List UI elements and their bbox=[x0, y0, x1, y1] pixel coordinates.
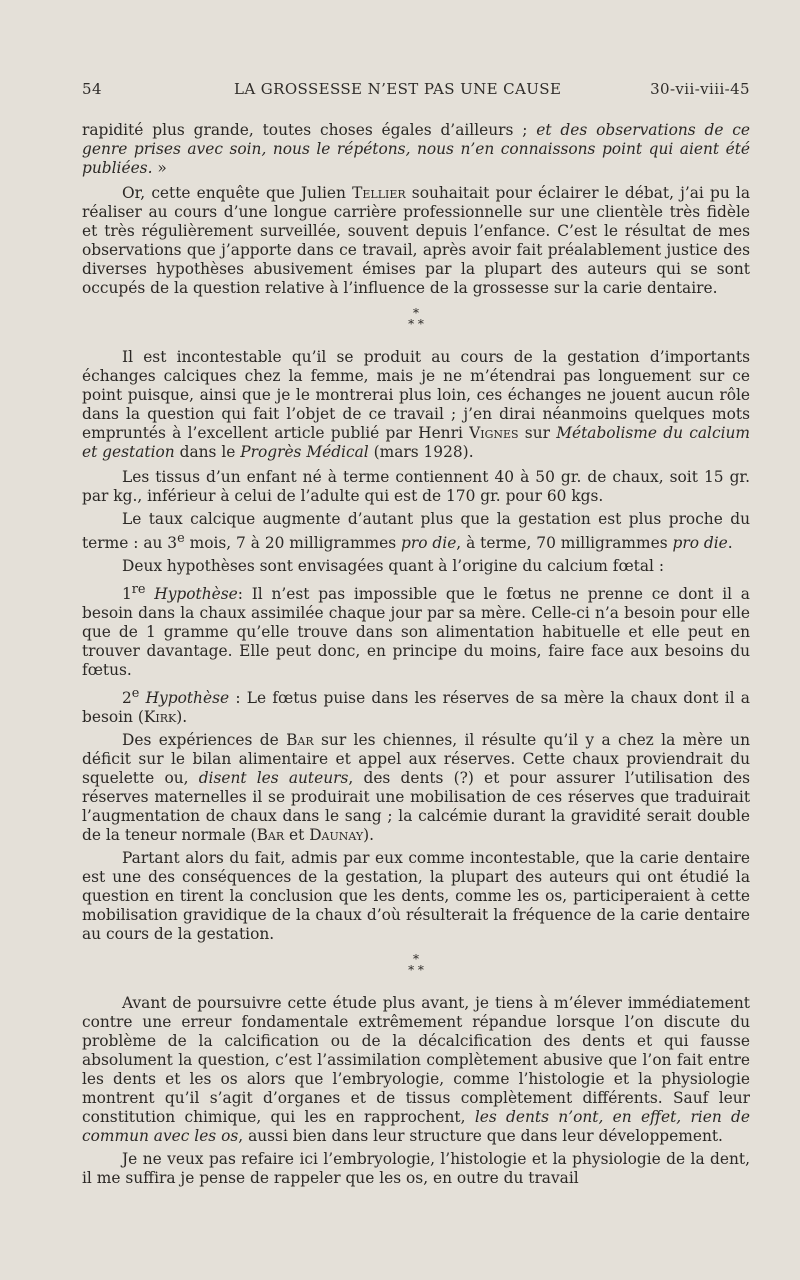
author-name: Vignes bbox=[469, 424, 519, 442]
paragraph-8: 2e Hypothèse : Le fœtus puise dans les réserves de sa mère la chaux dont il a besoin (Kirk). bbox=[82, 686, 750, 727]
paragraph-2: Or, cette enquête que Julien Tellier souhaitait pour éclairer le débat, j’ai pu la réaliser au cours d’une longue carrière professionnelle sur une clientèle très fidèle et très régulièrement surveillée, souvent depuis l’enfance. C’est le résultat de mes observations que j’apporte dans ce travail, après avoir fait préalablement justice des diverses hypothèses abusivement émises par la plupart des auteurs qui se sont occupés de la question relative à l’influence de la grossesse sur la carie dentaire. bbox=[82, 184, 750, 297]
paragraph-11: Avant de poursuivre cette étude plus avant, je tiens à m’élever immédiatement contre une erreur fondamentale extrêmement répandue lorsque l’on discute du problème de la calcification ou de la décalcification des dents et qui fausse absolument la question, c’est l’assimilation complètement abusive que l’on fait entre les dents et les os alors que l’embryologie, comme l’histologie et la physiologie montrent qu’il s’agit d’organes et de tissus complètement différents. Sauf leur constitution chimique, qui les en rapprochent, les dents n’ont, en effet, rien de commun avec les os, aussi bien dans leur structure que dans leur développement. bbox=[82, 994, 750, 1146]
paragraph-6: Deux hypothèses sont envisagées quant à l’origine du calcium fœtal : bbox=[122, 557, 665, 576]
running-header bbox=[82, 80, 750, 102]
section-separator: * * * bbox=[408, 306, 424, 331]
paragraph-10: Partant alors du fait, admis par eux comme incontestable, que la carie dentaire est une des conséquences de la gestation, la plupart des auteurs qui ont étudié la question en tirent la conclusion que les dents, comme les os, participeraient à cette mobilisation gravidique de la chaux d’où résulterait la fréquence de la carie dentaire au cours de la gestation. bbox=[82, 849, 750, 944]
page-body bbox=[82, 121, 750, 1194]
paragraph-7: 1re Hypothèse: Il n’est pas impossible que le fœtus ne prenne ce dont il a besoin dans la chaux assimilée chaque jour par sa mère. Celle-ci n’a besoin pour elle que de 1 gramme qu’elle trouve dans son alimentation habituelle et elle peut en trouver davantage. Elle peut donc, en principe du moins, faire face aux besoins du fœtus. bbox=[82, 582, 750, 680]
paragraph-1: rapidité plus grande, toutes choses égales d’ailleurs ; et des observations de ce genre prises avec soin, nous le répétons, nous n’en connaissons point qui aient été publiées. » bbox=[82, 121, 751, 177]
issue-date: 30-vii-viii-45 bbox=[650, 80, 750, 98]
paragraph-12: Je ne veux pas refaire ici l’embryologie, l’histologie et la physiologie de la dent, il me suffira je pense de rappeler que les os, en outre du travail bbox=[82, 1150, 750, 1188]
paragraph-4: Les tissus d’un enfant né à terme contiennent 40 à 50 gr. de chaux, soit 15 gr. par kg., inférieur à celui de l’adulte qui est de 170 gr. pour 60 kgs. bbox=[82, 468, 750, 505]
author-name: Tellier bbox=[352, 184, 406, 202]
paragraph-3: Il est incontestable qu’il se produit au cours de la gestation d’importants échanges calciques chez la femme, mais je ne m’étendrai pas longuement sur ce point puisque, ainsi que je le montrerai plus loin, ces échanges ne jouent aucun rôle dans la question qui fait l’objet de ce travail ; j’en dirai néanmoins quelques mots empruntés à l’excellent article publié par Henri Vignes sur Métabolisme du calcium et gestation dans le Progrès Médical (mars 1928). bbox=[82, 348, 751, 461]
paragraph-5: Le taux calcique augmente d’autant plus que la gestation est plus proche du terme : au 3e mois, 7 à 20 milligrammes pro die, à terme, 70 milligrammes pro die. bbox=[82, 510, 750, 553]
page-number: 54 bbox=[82, 80, 102, 98]
section-separator: * * * bbox=[408, 952, 424, 978]
paragraph-9: Des expériences de Bar sur les chiennes, il résulte qu’il y a chez la mère un déficit sur le bilan alimentaire et appel aux réserves. Cette chaux proviendrait du squelette ou, disent les auteurs, des dents (?) et pour assurer l’utilisation des réserves maternelles il se produirait une mobilisation de ces réserves que traduirait l’augmentation de chaux dans le sang ; la calcémie durant la gravidité serait double de la teneur normale (Bar et Daunay). bbox=[82, 731, 751, 845]
running-title: LA GROSSESSE N’EST PAS UNE CAUSE bbox=[234, 80, 562, 98]
